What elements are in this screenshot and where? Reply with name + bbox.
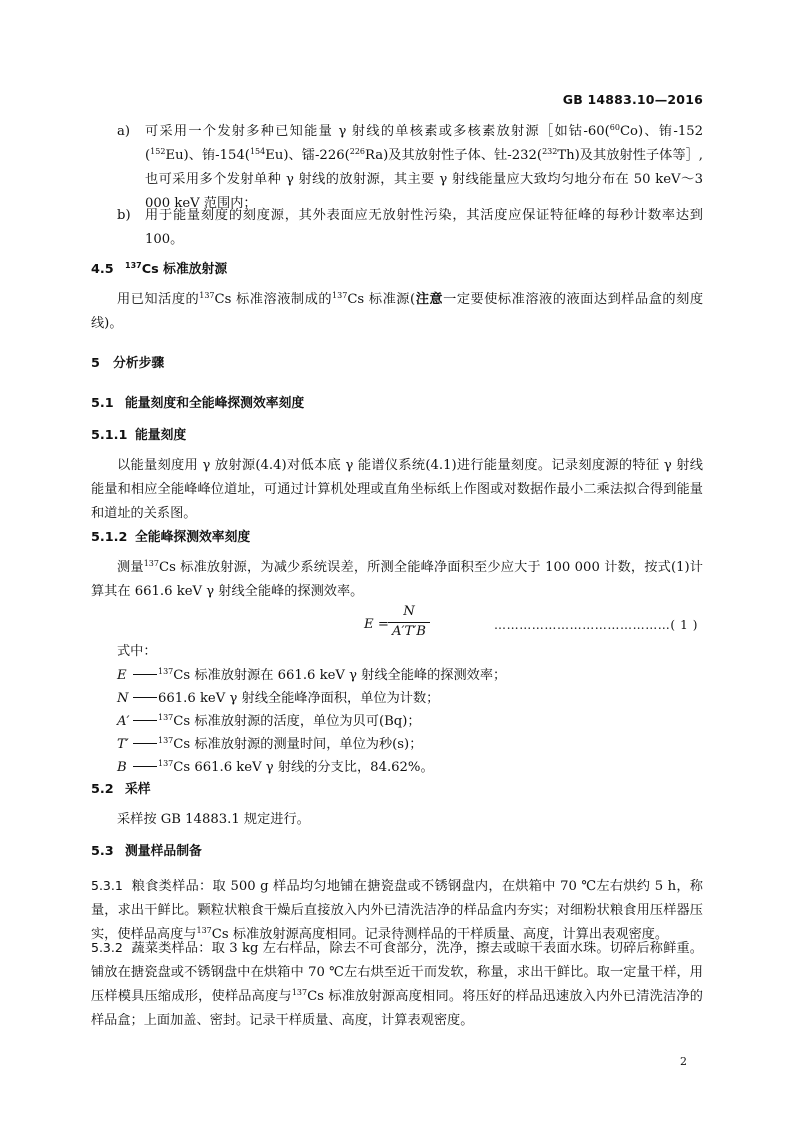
where-text: Cs 标准放射源的测量时间，单位为秒(s)； [173,737,423,752]
page-number: 2 [680,1055,687,1068]
where-row [117,733,422,757]
where-intro: 式中： [117,644,157,659]
section-heading-5-1-2: 5.1.2 全能峰探测效率刻度 [91,530,251,545]
equation-leader: ……………………………………( 1 ) [494,618,699,632]
list-item-b [91,204,703,252]
list-item-a [91,120,703,216]
where-row [117,756,434,780]
where-symbol: A′ [117,714,130,729]
paragraph-5-3-1: 5.3.1 粮食类样品：取 500 g 样品均匀地铺在搪瓷盘或不锈钢盘内，在烘箱中 70 ℃左右烘约 5 h，称量，求出干鲜比。颗粒状粮食干燥后直接放入内外已清洗洁净的样品盒内夯实；对细粉状粮食用压样器压实，使样品高度与$^{137}$Cs 标准放射源高度相同。记录待测样品的干样质量、高度，计算出表观密度。 [91,878,703,942]
where-dash [133,720,157,721]
where-dash [133,766,157,767]
paragraph-5-2: 采样按 GB 14883.1 规定进行。 [117,812,310,827]
where-row [117,664,506,688]
where-symbol: T′ [117,737,129,752]
where-symbol: E [117,668,127,683]
where-symbol: B [117,760,127,775]
where-text: Cs 661.6 keV γ 射线的分支比，84.62%。 [173,760,434,775]
equation-number: ( 1 ) [670,618,699,632]
where-sup: 137 [158,713,174,722]
list-label: b) [117,208,131,223]
where-sup: 137 [158,759,174,768]
standard-number: GB 14883.10—2016 [562,92,703,107]
where-sup: 137 [158,667,174,676]
where-dash [133,743,157,744]
where-sup: 137 [158,736,174,745]
paragraph-5-3-2: 5.3.2 蔬菜类样品：取 3 kg 左右样品，除去不可食部分，洗净，擦去或晾干表面水珠。切碎后称鲜重。铺放在搪瓷盘或不锈钢盘中在烘箱中 70 ℃左右烘至近干而发软，称量，求出干鲜比。取一定量干样，用压样模具压缩成形，使样品高度与$^{137}$Cs 标准放射源高度相同。将压好的样品迅速放入内外已清洗洁净的样品盒；上面加盖、密封。记录干样质量、高度，计算表观密度。 [91,940,703,1028]
list-label: a) [117,124,131,139]
where-row [117,687,439,711]
equation-numerator: N [388,603,430,623]
list-text: 用于能量刻度的刻度源，其外表面应无放射性污染，其活度应保证特征峰的每秒计数率达到 100。 [145,208,703,247]
section-heading-5-2: 5.2 采样 [91,782,151,797]
section-heading-5: 5 分析步骤 [91,356,165,371]
list-text: 可采用一个发射多种已知能量 γ 射线的单核素或多核素放射源［如钴-60($^{60}$Co)、铕-152 ($^{152}$Eu)、铕-154($^{154}$Eu)、镭-226($^{226}$Ra)及其放射性子体、钍-232($^{232}$Th)及其放射性子体等］, 也可采用多个发射单种 γ 射线的放射源，其主要 γ 射线能量应大致均匀地分布在 50 keV～3 000 keV 范围内； [145,123,703,211]
paragraph-5-1-2: 测量$^{137}$Cs 标准放射源，为减少系统误差，所测全能峰净面积至少应大于 100 000 计数，按式(1)计算其在 661.6 keV γ 射线全能峰的探测效率。 [91,559,703,599]
equation-1 [0,603,793,643]
where-text: Cs 标准放射源在 661.6 keV γ 射线全能峰的探测效率； [173,668,507,683]
equation-lhs: E = [364,617,389,632]
where-row [117,710,421,734]
where-text: 661.6 keV γ 射线全能峰净面积，单位为计数； [158,691,440,706]
equation-fraction [388,603,430,641]
section-heading-5-1: 5.1 能量刻度和全能峰探测效率刻度 [91,396,305,411]
section-heading-5-3: 5.3 测量样品制备 [91,844,202,859]
section-heading-5-1-1: 5.1.1 能量刻度 [91,428,187,443]
where-symbol: N [117,691,129,706]
section-heading-4-5: 4.5 $^{137}$Cs 标准放射源 [91,261,228,277]
where-dash [133,674,157,675]
paragraph-5-1-1: 以能量刻度用 γ 放射源(4.4)对低本底 γ 能谱仪系统(4.1)进行能量刻度。记录刻度源的特征 γ 射线能量和相应全能峰峰位道址，可通过计算机处理或直角坐标纸上作图或对数据作最小二乘法拟合得到能量和道址的关系图。 [91,458,703,521]
equation-denominator: A′T′B [392,624,426,639]
where-dash [133,697,157,698]
paragraph-4-5: 用已知活度的$^{137}$Cs 标准溶液制成的$^{137}$Cs 标准源(注意一定要使标准溶液的液面达到样品盒的刻度线)。 [91,291,704,331]
where-text: Cs 标准放射源的活度，单位为贝可(Bq)； [173,714,421,729]
